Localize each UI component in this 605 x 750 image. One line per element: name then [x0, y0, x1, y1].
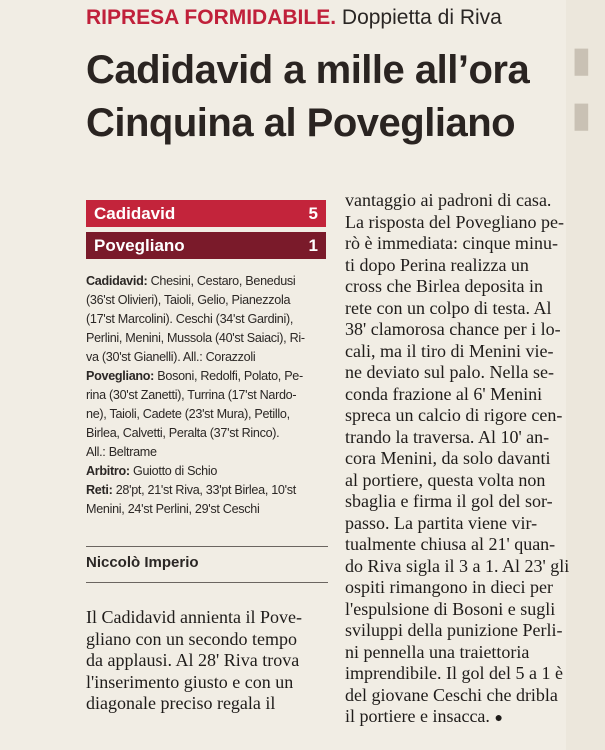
lineup-text: Chesini, Cestaro, Benedusi	[147, 274, 296, 288]
goals-line	[86, 481, 328, 500]
body-line: ti dopo Perina realizza un	[345, 254, 529, 275]
body-line: diagonale preciso regala il	[86, 693, 276, 713]
match-lineups	[86, 272, 328, 519]
goals-label: Reti:	[86, 483, 113, 497]
divider	[86, 582, 328, 583]
body-line: trando la traversa. Al 10' an-	[345, 426, 550, 447]
body-line: tualmente chiusa al 21' quan-	[345, 534, 556, 554]
article-body-left	[86, 607, 336, 715]
body-line: La risposta del Povegliano pe-	[345, 211, 564, 232]
referee-label: Arbitro:	[86, 464, 130, 478]
body-line: gliano con un secondo tempo	[86, 628, 297, 649]
body-line: 38' clamorosa chance per i lo-	[345, 319, 561, 339]
goals-text: 28'pt, 21'st Riva, 33'pt Birlea, 10'st	[112, 483, 296, 497]
body-line: cora Menini, da solo davanti	[345, 448, 551, 468]
body-line: del giovane Ceschi che dribla	[345, 684, 558, 705]
body-line: l'espulsione di Bosoni e sugli	[345, 598, 556, 619]
away-team-name: Povegliano	[94, 236, 185, 255]
lineup-line: ne), Taioli, Cadete (23'st Mura), Petillo,	[86, 407, 290, 421]
headline-line-2: Cinquina al Povegliano	[86, 101, 516, 145]
lineup-text: Bosoni, Redolfi, Polato, Pe-	[154, 369, 303, 383]
body-line-text: il portiere e insacca.	[345, 706, 490, 726]
body-line: rò è immediata: cinque minu-	[345, 233, 558, 253]
body-line: passo. La partita viene vir-	[345, 512, 538, 533]
body-line: cross che Birlea deposita in	[345, 276, 543, 296]
kicker-rest: Doppietta di Riva	[341, 6, 502, 29]
referee-line	[86, 462, 328, 481]
bleed-shape: ▮	[572, 41, 591, 79]
lineup-line: (36'st Olivieri), Taioli, Gelio, Pianezzola	[86, 293, 291, 307]
body-line	[345, 706, 595, 728]
headline-line-1: Cadidavid a mille all’ora	[86, 48, 530, 92]
lineup-line: Birlea, Calvetti, Peralta (37'st Rinco).	[86, 426, 280, 440]
author-byline: Niccolò Imperio	[86, 554, 199, 571]
lineup-line	[86, 367, 328, 386]
body-line: l'inserimento giusto e con un	[86, 671, 294, 692]
body-line: ne deviato sul palo. Nella se-	[345, 362, 554, 382]
body-line: sviluppi della punizione Perli-	[345, 620, 563, 640]
home-team-goals: 5	[308, 204, 318, 223]
body-line: vantaggio ai padroni di casa.	[345, 190, 552, 210]
body-line: conda frazione al 6' Menini	[345, 383, 543, 404]
lineup-line: All.: Beltrame	[86, 445, 157, 459]
bleed-shape: ▮	[572, 96, 591, 134]
body-line: Il Cadidavid annienta il Pove-	[86, 607, 302, 627]
score-row-home	[86, 200, 326, 227]
body-line: da applausi. Al 28' Riva trova	[86, 650, 300, 670]
score-row-away	[86, 232, 326, 259]
lineup-label-cadidavid: Cadidavid:	[86, 274, 148, 288]
end-of-article-mark: ●	[494, 711, 503, 726]
article-body-right	[345, 190, 595, 728]
kicker	[86, 4, 502, 32]
lineup-line: va (30'st Gianelli). All.: Corazzoli	[86, 350, 256, 364]
body-line: ni pennella una traiettoria	[345, 641, 530, 662]
referee-name: Guiotto di Schio	[129, 464, 218, 478]
body-line: cali, ma il tiro di Menini vie-	[345, 340, 554, 361]
lineup-line: rina (30'st Zanetti), Turrina (17'st Nardo-	[86, 388, 297, 402]
lineup-line: (17'st Marcolini). Ceschi (34'st Gardini),	[86, 312, 294, 326]
home-team-name: Cadidavid	[94, 204, 176, 223]
lineup-line	[86, 272, 328, 291]
body-line: rete con un colpo di testa. Al	[345, 297, 552, 318]
body-line: ospiti rimangono in dieci per	[345, 577, 553, 597]
body-line: imprendibile. Il gol del 5 a 1 è	[345, 663, 563, 683]
goals-line: Menini, 24'st Perlini, 29'st Ceschi	[86, 502, 260, 516]
kicker-bold: RIPRESA FORMIDABILE.	[86, 6, 337, 29]
body-line: do Riva sigla il 3 a 1. Al 23' gli	[345, 555, 570, 576]
body-line: spreca un calcio di rigore cen-	[345, 405, 563, 425]
lineup-line: Perlini, Menini, Mussola (40'st Saiaci), Ri-	[86, 331, 305, 345]
away-team-goals: 1	[308, 236, 318, 255]
lineup-label-povegliano: Povegliano:	[86, 369, 155, 383]
body-line: sbaglia e firma il gol del sor-	[345, 491, 553, 511]
divider	[86, 546, 328, 547]
body-line: al portiere, questa volta non	[345, 469, 546, 490]
